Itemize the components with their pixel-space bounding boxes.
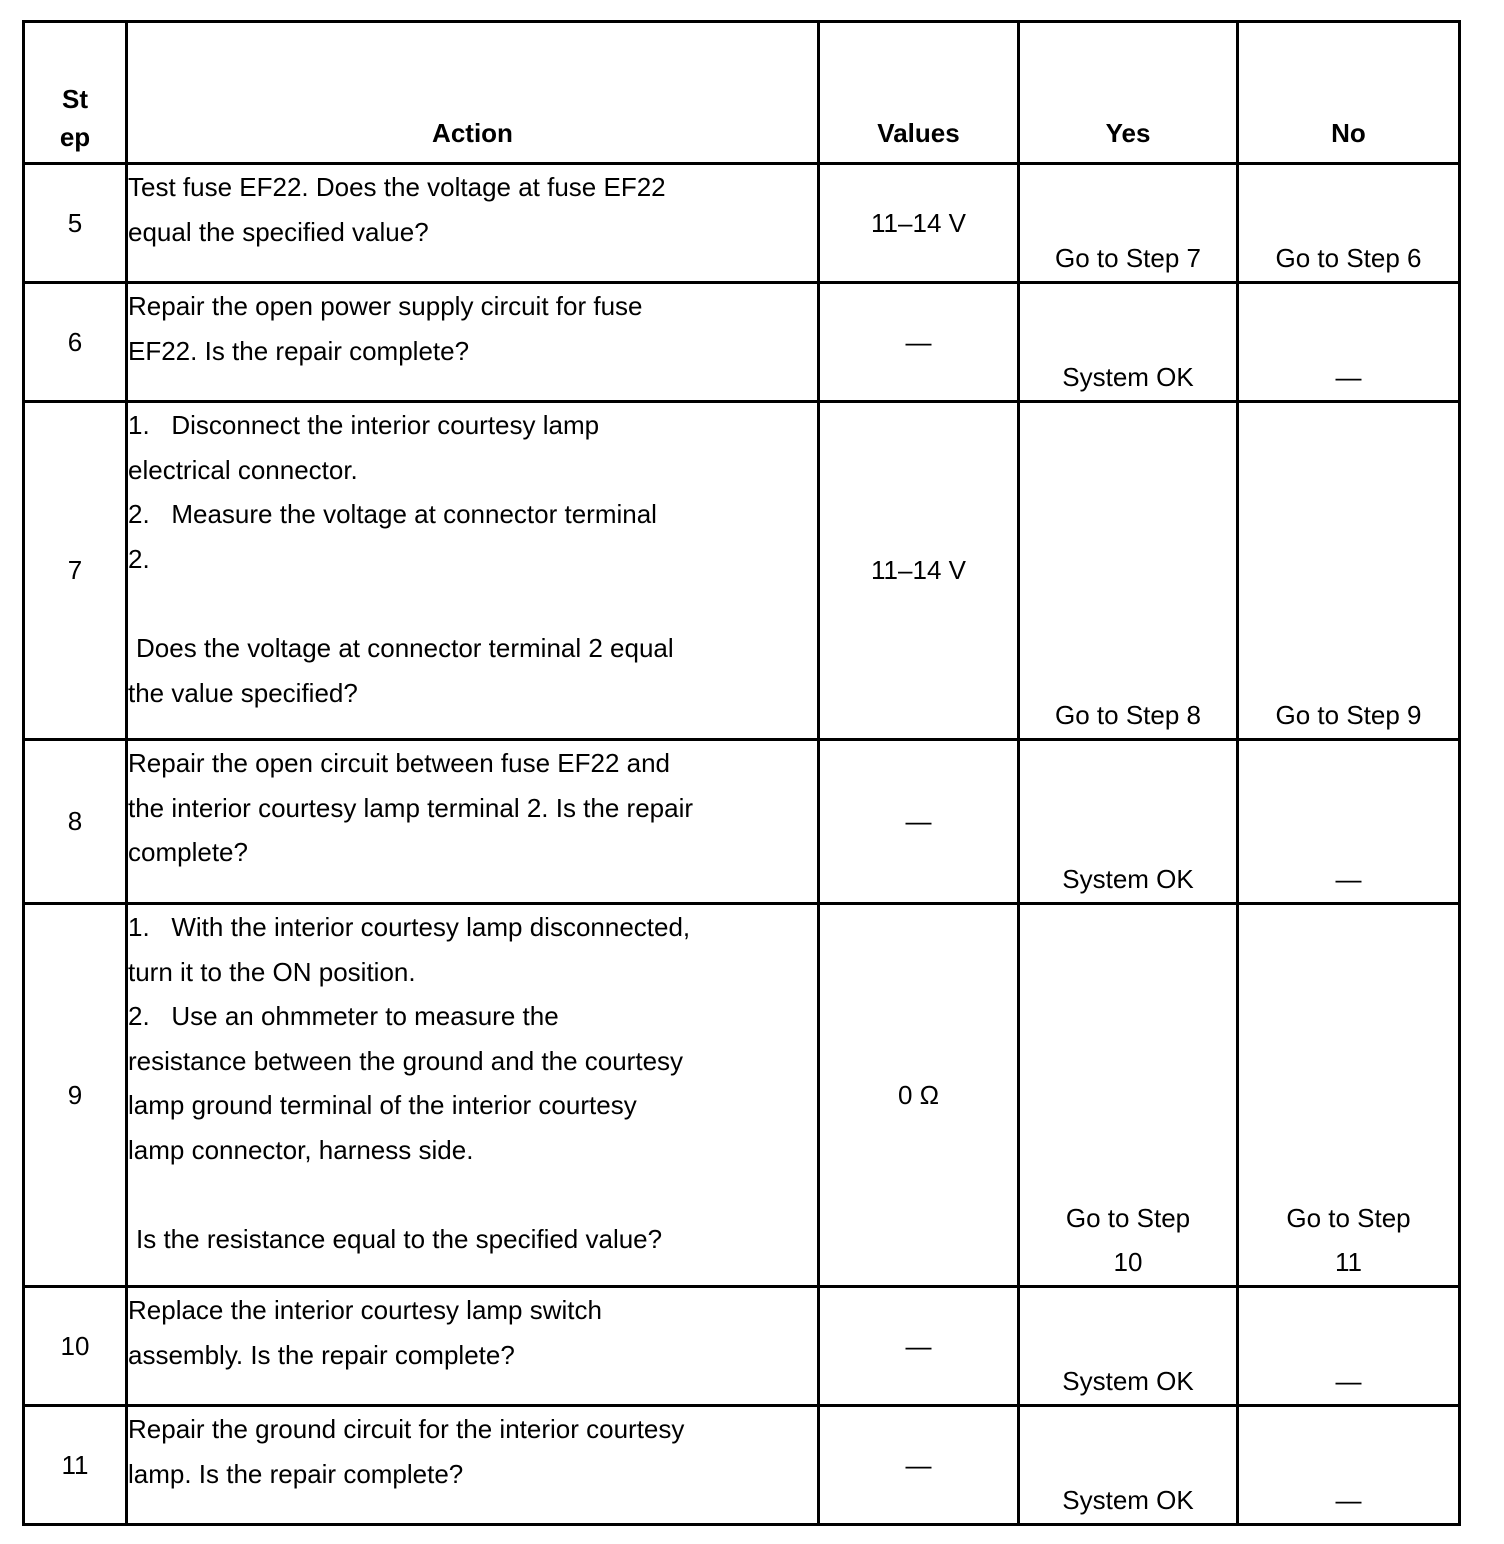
question-line: the value specified? bbox=[128, 677, 358, 708]
values-cell: — bbox=[819, 283, 1019, 402]
action-cell bbox=[127, 904, 819, 1287]
header-step: St ep bbox=[24, 22, 127, 164]
action-cell bbox=[127, 1287, 819, 1406]
action-line: 1. Disconnect the interior courtesy lamp bbox=[128, 410, 600, 440]
step-number: 8 bbox=[24, 740, 127, 904]
action-cell bbox=[127, 283, 819, 402]
yes-cell: Go to Step 7 bbox=[1019, 164, 1238, 283]
action-line: lamp ground terminal of the interior courtesy bbox=[128, 1090, 637, 1121]
action-line: equal the specified value? bbox=[128, 216, 429, 247]
action-line: Repair the ground circuit for the interior courtesy bbox=[128, 1414, 685, 1444]
table-row bbox=[24, 904, 1460, 1287]
action-line: resistance between the ground and the courtesy bbox=[128, 1045, 684, 1076]
values-cell: 11–14 V bbox=[819, 402, 1019, 740]
yes-cell: System OK bbox=[1019, 1406, 1238, 1525]
step-number: 7 bbox=[24, 402, 127, 740]
header-no: No bbox=[1238, 22, 1460, 164]
values-cell: — bbox=[819, 740, 1019, 904]
question-line: Does the voltage at connector terminal 2 equal bbox=[136, 632, 674, 663]
no-line: Go to Step bbox=[1286, 1202, 1411, 1233]
no-cell bbox=[1238, 904, 1460, 1287]
no-cell: Go to Step 9 bbox=[1238, 402, 1460, 740]
yes-cell bbox=[1019, 904, 1238, 1287]
table-row bbox=[24, 164, 1460, 283]
header-values: Values bbox=[819, 22, 1019, 164]
yes-cell: System OK bbox=[1019, 740, 1238, 904]
action-cell bbox=[127, 1406, 819, 1525]
no-cell: — bbox=[1238, 1287, 1460, 1406]
step-number: 5 bbox=[24, 164, 127, 283]
action-line: assembly. Is the repair complete? bbox=[128, 1339, 515, 1370]
step-number: 10 bbox=[24, 1287, 127, 1406]
no-cell: — bbox=[1238, 283, 1460, 402]
action-line: electrical connector. bbox=[128, 454, 358, 485]
action-line: turn it to the ON position. bbox=[128, 956, 416, 987]
no-cell: Go to Step 6 bbox=[1238, 164, 1460, 283]
no-line: 11 bbox=[1335, 1247, 1362, 1278]
action-cell bbox=[127, 402, 819, 740]
step-number: 11 bbox=[24, 1406, 127, 1525]
header-yes: Yes bbox=[1019, 22, 1238, 164]
step-number: 9 bbox=[24, 904, 127, 1287]
values-cell: — bbox=[819, 1406, 1019, 1525]
action-line: Repair the open power supply circuit for fuse bbox=[128, 291, 643, 321]
values-cell: — bbox=[819, 1287, 1019, 1406]
action-line: EF22. Is the repair complete? bbox=[128, 335, 470, 366]
diagnostic-table bbox=[22, 20, 1461, 1526]
yes-line: Go to Step bbox=[1065, 1202, 1191, 1233]
action-line: 2. bbox=[128, 543, 150, 574]
action-line: complete? bbox=[128, 837, 248, 868]
action-line: 2. Use an ohmmeter to measure the bbox=[128, 1001, 559, 1032]
action-cell bbox=[127, 740, 819, 904]
yes-cell: Go to Step 8 bbox=[1019, 402, 1238, 740]
action-line: 2. Measure the voltage at connector terminal bbox=[128, 499, 657, 530]
action-cell bbox=[127, 164, 819, 283]
action-line: the interior courtesy lamp terminal 2. Is the repair bbox=[128, 792, 694, 823]
yes-cell: System OK bbox=[1019, 283, 1238, 402]
action-line: lamp. Is the repair complete? bbox=[128, 1458, 464, 1489]
table-row bbox=[24, 740, 1460, 904]
action-line: 1. With the interior courtesy lamp disconnected, bbox=[128, 912, 691, 942]
step-number: 6 bbox=[24, 283, 127, 402]
question-line: Is the resistance equal to the specified value? bbox=[136, 1224, 663, 1255]
values-cell: 0 Ω bbox=[819, 904, 1019, 1287]
action-line: Replace the interior courtesy lamp switch bbox=[128, 1295, 602, 1325]
header-row bbox=[24, 22, 1460, 164]
table-row bbox=[24, 1406, 1460, 1525]
table-row bbox=[24, 1287, 1460, 1406]
header-action: Action bbox=[127, 22, 819, 164]
values-cell: 11–14 V bbox=[819, 164, 1019, 283]
table-row bbox=[24, 283, 1460, 402]
table-row bbox=[24, 402, 1460, 740]
yes-cell: System OK bbox=[1019, 1287, 1238, 1406]
no-cell: — bbox=[1238, 1406, 1460, 1525]
action-line: Test fuse EF22. Does the voltage at fuse EF22 bbox=[128, 172, 666, 202]
action-line: lamp connector, harness side. bbox=[128, 1134, 474, 1165]
action-line: Repair the open circuit between fuse EF22 and bbox=[128, 748, 671, 778]
yes-line: 10 bbox=[1113, 1247, 1143, 1278]
no-cell: — bbox=[1238, 740, 1460, 904]
